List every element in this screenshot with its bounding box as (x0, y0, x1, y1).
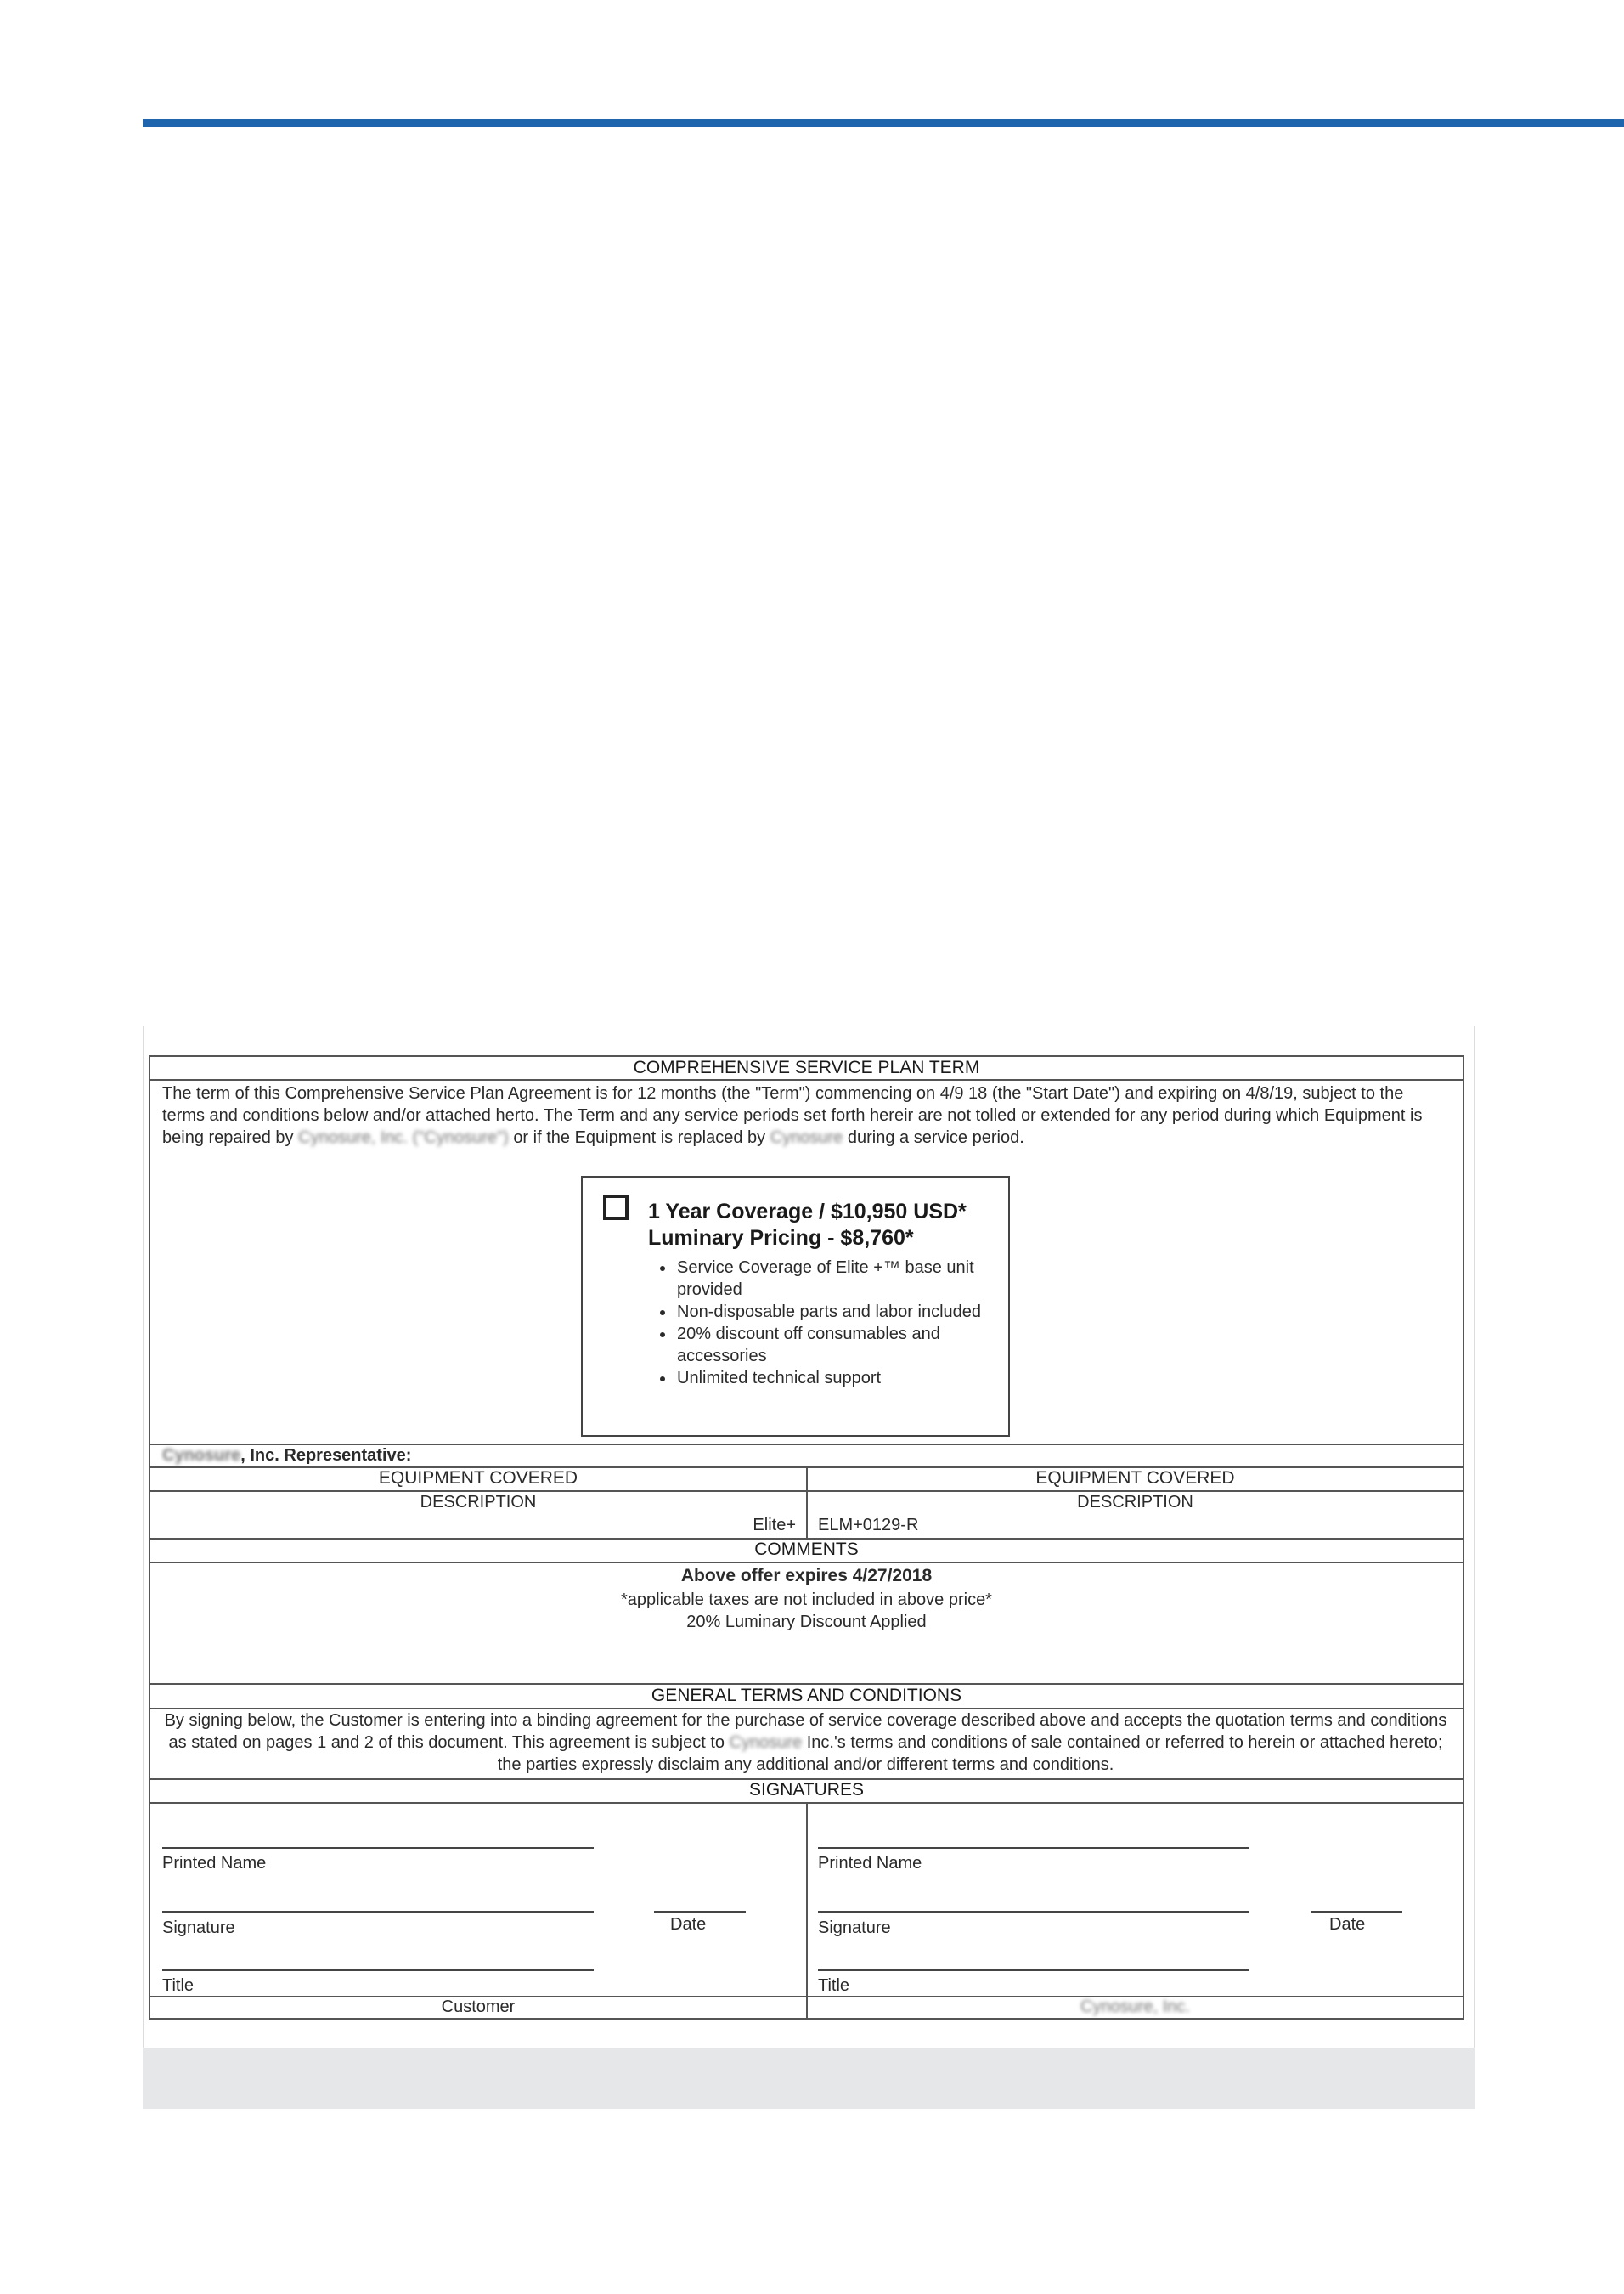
offer-title-line1: 1 Year Coverage / $10,950 USD* (648, 1200, 967, 1223)
customer-party-label: Customer (441, 1997, 516, 2016)
printed-name-line[interactable] (818, 1847, 1249, 1849)
divider (150, 1079, 1463, 1081)
divider (150, 1562, 1463, 1563)
comments-discount-note: 20% Luminary Discount Applied (686, 1613, 927, 1631)
date-line[interactable] (654, 1911, 746, 1913)
coverage-offer-box (581, 1176, 1010, 1437)
redacted-company-short: Cynosure (162, 1446, 241, 1465)
right-date-label: Date (1329, 1915, 1366, 1934)
list-item: • Unlimited technical support (675, 1367, 1002, 1389)
term-paragraph (162, 1082, 1449, 1149)
panel-footer-band (143, 2048, 1475, 2109)
comments-heading: COMMENTS (754, 1540, 859, 1559)
company-party-label (808, 1997, 1463, 2017)
service-plan-heading: COMPREHENSIVE SERVICE PLAN TERM (633, 1058, 980, 1077)
left-title-label: Title (162, 1976, 195, 1995)
list-item: • Non-disposable parts and labor included (675, 1301, 1002, 1323)
left-signature-label: Signature (162, 1918, 235, 1937)
service-plan-form (149, 1055, 1464, 2020)
general-terms-heading: GENERAL TERMS AND CONDITIONS (651, 1686, 962, 1705)
term-text-end: during a service period. (847, 1128, 1024, 1147)
right-signature-label: Signature (818, 1918, 891, 1937)
signature-line[interactable] (818, 1911, 1249, 1913)
offer-title-line2: Luminary Pricing - $8,760* (648, 1226, 914, 1250)
term-text-start: The term of this Comprehensive Service Plan Agreement is for 12 months (the "Term") commencing on 4/9 18 (the "Start Date") and expiring on 4/8/19, subject to the terms and conditions below and/or attached herto. The Term and any service periods set forth hereir are not tolled or extended for any period during which Equipment is being repaired by (162, 1084, 1423, 1147)
redacted-company-name: Cynosure, Inc. (1080, 1997, 1190, 2016)
comments-tax-note: *applicable taxes are not included in above price* (621, 1591, 992, 1609)
representative-label (162, 1445, 411, 1466)
term-text-middle: or if the Equipment is replaced by (513, 1128, 766, 1147)
list-item: • 20% discount off consumables and accessories (675, 1323, 1002, 1367)
general-terms-paragraph (162, 1709, 1449, 1776)
equipment-right-heading: EQUIPMENT COVERED (1035, 1468, 1235, 1488)
right-title-label: Title (818, 1976, 850, 1995)
title-line[interactable] (162, 1969, 594, 1971)
column-divider (806, 1802, 808, 2018)
general-terms-text-end: Inc.'s terms and conditions of sale contained or referred to herein or attached hereto; the parties expressly disclaim any additional and/or different terms and conditions. (497, 1733, 1443, 1774)
equipment-left-value: Elite+ (753, 1516, 796, 1534)
equipment-right-description-label: DESCRIPTION (1077, 1493, 1193, 1511)
signatures-heading: SIGNATURES (749, 1780, 864, 1800)
offer-bullet-list (648, 1257, 1002, 1389)
redacted-company-short: Cynosure (729, 1733, 803, 1752)
redacted-company-short: Cynosure (770, 1128, 843, 1147)
general-terms-text-start: By signing below, the Customer is entering into a binding agreement for the purchase of service coverage described above and accepts the quotation terms and conditions as stated on pages 1 and 2 of this document. This agreement is subject to (164, 1711, 1447, 1752)
representative-label-text: , Inc. Representative: (240, 1446, 412, 1465)
left-date-label: Date (670, 1915, 707, 1934)
right-printed-name-label: Printed Name (818, 1854, 922, 1873)
comments-expiry: Above offer expires 4/27/2018 (680, 1566, 933, 1585)
equipment-left-heading: EQUIPMENT COVERED (378, 1468, 578, 1488)
offer-title (648, 1199, 967, 1252)
redacted-company-name: Cynosure, Inc. ("Cynosure") (298, 1128, 509, 1147)
signature-line[interactable] (162, 1911, 594, 1913)
coverage-checkbox[interactable] (603, 1195, 629, 1220)
date-line[interactable] (1311, 1911, 1402, 1913)
divider (150, 1683, 1463, 1685)
equipment-right-value: ELM+0129-R (818, 1516, 919, 1534)
top-accent-bar (143, 119, 1624, 127)
equipment-left-description-label: DESCRIPTION (420, 1493, 537, 1511)
left-printed-name-label: Printed Name (162, 1854, 267, 1873)
title-line[interactable] (818, 1969, 1249, 1971)
printed-name-line[interactable] (162, 1847, 594, 1849)
list-item: • Service Coverage of Elite +™ base unit provided (675, 1257, 1002, 1301)
